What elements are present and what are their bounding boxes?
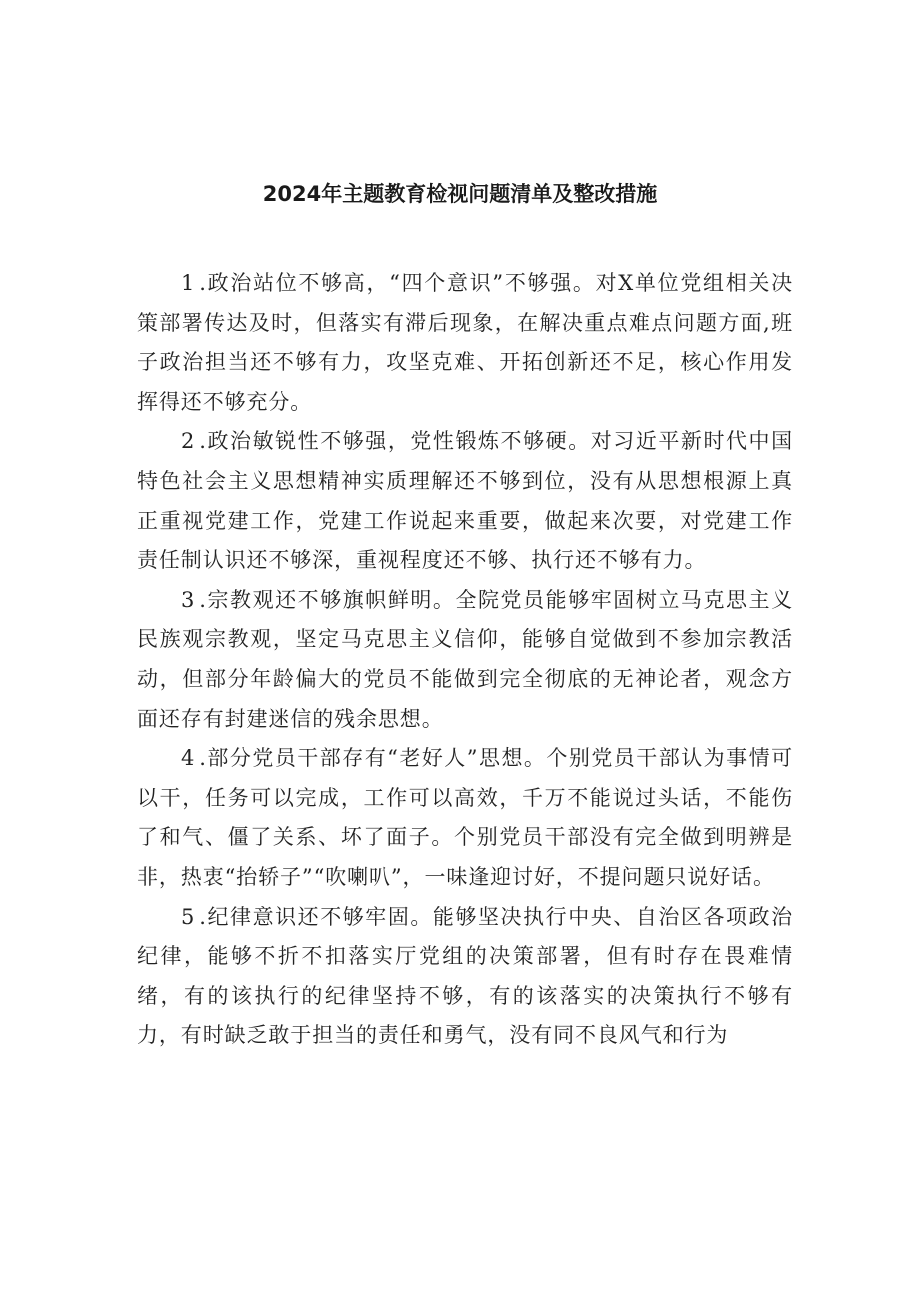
paragraph-4 [137,739,793,897]
document-body [137,264,793,1056]
paragraph-text: .政治敏锐性不够强，党性锻炼不够硬。对习近平新时代中国特色社会主义思想精神实质理解还不够到位，没有从思想根源上真正重视党建工作，党建工作说起来重要，做起来次要，对党建工作责任制认识还不够深，重视程度还不够、执行还不够有力。 [137,429,793,573]
paragraph-3 [137,581,793,739]
paragraph-text: .纪律意识还不够牢固。能够坚决执行中央、自治区各项政治纪律，能够不折不扣落实厅党组的决策部署，但有时存在畏难情绪，有的该执行的纪律坚持不够，有的该落实的决策执行不够有力，有时缺乏敢于担当的责任和勇气，没有同不良风气和行为 [137,904,793,1048]
paragraph-number: 5 [181,904,196,929]
paragraph-2 [137,422,793,580]
paragraph-1 [137,264,793,422]
paragraph-number: 2 [181,429,196,454]
paragraph-text: .宗教观还不够旗帜鲜明。全院党员能够牢固树立马克思主义民族观宗教观，坚定马克思主义信仰，能够自觉做到不参加宗教活动，但部分年龄偏大的党员不能做到完全彻底的无神论者，观念方面还存有封建迷信的残余思想。 [137,587,793,731]
paragraph-number: 3 [181,587,196,612]
paragraph-text: .政治站位不够高，“四个意识”不够强。对X单位党组相关决策部署传达及时，但落实有滞后现象，在解决重点难点问题方面,班子政治担当还不够有力，攻坚克难、开拓创新还不足，核心作用发挥得还不够充分。 [137,271,793,414]
paragraph-number: 1 [181,271,196,295]
paragraph-text: .部分党员干部存有“老好人”思想。个别党员干部认为事情可以干，任务可以完成，工作可以高效，千万不能说过头话，不能伤了和气、僵了关系、坏了面子。个别党员干部没有完全做到明辨是非，热衷“抬轿子”“吹喇叭”，一味逢迎讨好，不提问题只说好话。 [137,746,793,889]
paragraph-number: 4 [181,746,196,771]
paragraph-5 [137,898,793,1056]
document-title: 2024年主题教育检视问题清单及整改措施 [262,182,658,206]
